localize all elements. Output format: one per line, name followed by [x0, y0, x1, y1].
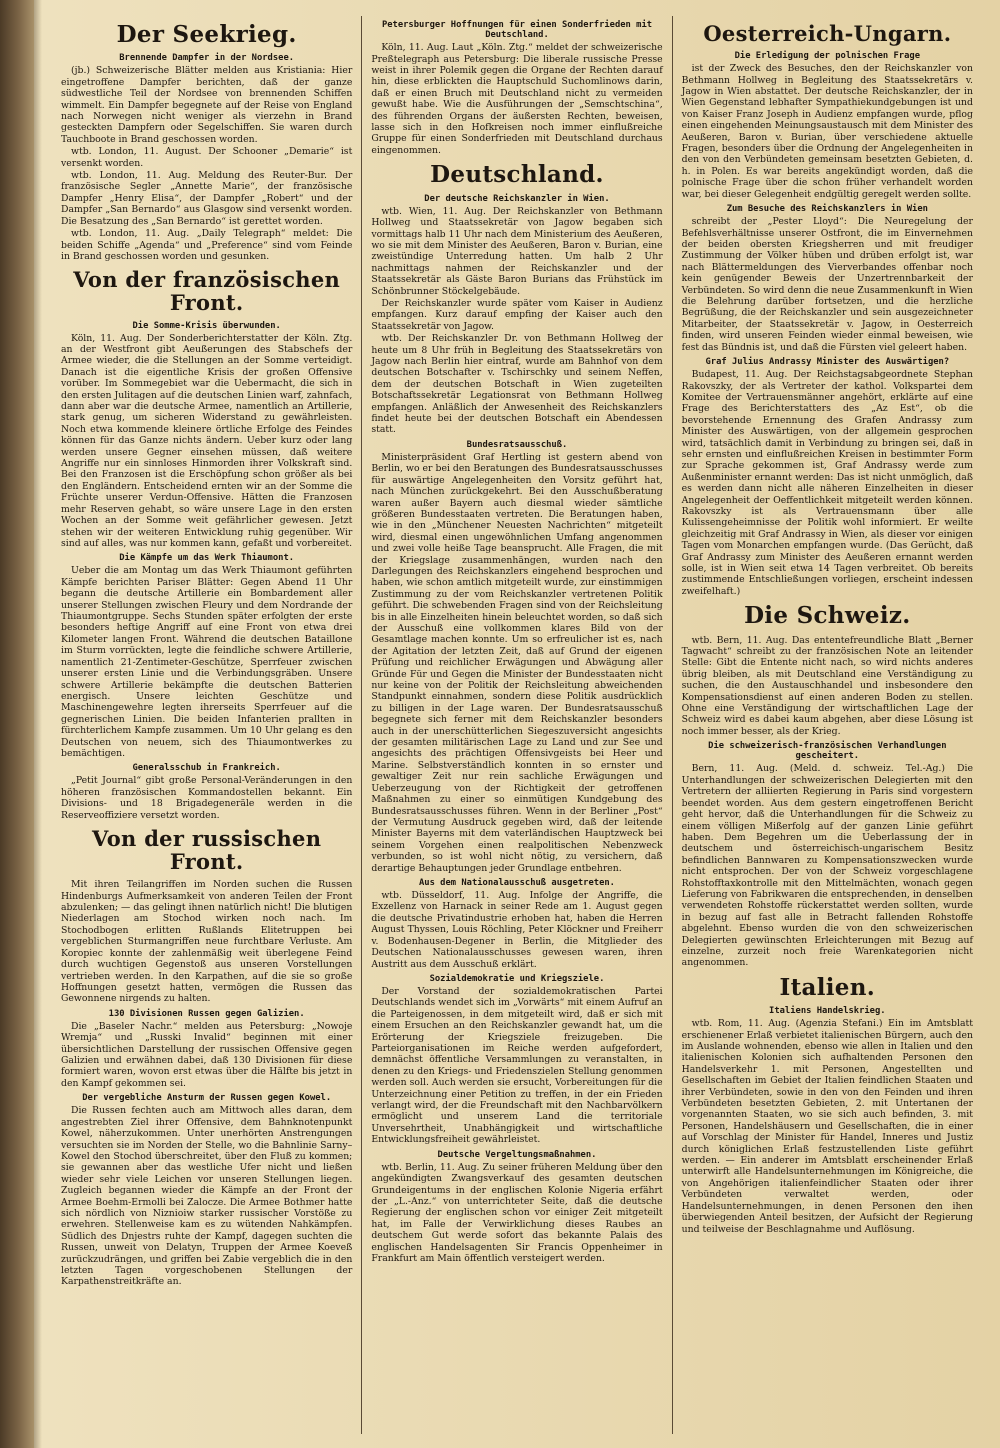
- article-paragraph: wtb. Düsseldorf, 11. Aug. Infolge der Angriffe, die Exzellenz von Harnack in seiner Rede am 1. August gegen die deutsche Privatindustrie erhoben hat, haben die Herren August Thyssen, Louis Röchling, Peter Klöckner und Freiherr v. Bodenhausen-Degener in Berlin, die Mitglieder des Deutschen Nationalausschusses gewesen waren, ihren Austritt aus dem Ausschuß erklärt.: [371, 890, 663, 970]
- section-heading: Italien.: [779, 973, 876, 1001]
- article-headline: Bundesratsausschuß.: [466, 439, 568, 450]
- article-section: [371, 20, 662, 156]
- article-paragraph: Köln, 11. Aug. Laut „Köln. Ztg.“ meldet der schweizerische Preßtelegraph aus Petersburg: Die liberale russische Presse weist in ihrer Polemik gegen die Organe der Rechten darauf hin, diese erblickten die Hauptschuld Suchomlinows darin, daß er einen Bruch mit Deutschland nicht zu vermeiden gewußt habe. Wie die Ausführungen der „Semschtschina“, des führenden Organs der äußersten Rechten, beweisen, lasse sich in den Hofkreisen noch immer einflußreiche Gruppe für einen Sonderfrieden mit Deutschland durchaus eingenommen.: [371, 42, 663, 156]
- section-heading: Von der französischen Front.: [73, 267, 341, 316]
- article-paragraph: wtb. Rom, 11. Aug. (Agenzia Stefani.) Ein im Amtsblatt erschienener Erlaß verbietet italienischen Bürgern, auch den im Auslande wohnenden, ebenso wie allen in Italien und den italienischen Kolonien sich aufhaltenden Personen den Handelsverkehr 1. mit Personen, Angestellten und Gesellschaften im Gebiet der Italien feindlichen Staaten und ihrer Verbündeten, sowie in den von den Feinden und ihren Verbündeten besetzten Gebieten, 2. mit Untertanen der vorgenannten Staaten, wo sie sich auch befinden, 3. mit Personen, Handelshäusern und Gesellschaften, die in einer auf Vorschlag der Minister für Handel, Inneres und Justiz durch königlichen Erlaß festzustellenden Liste geführt werden. — Ein anderer im Amtsblatt erscheinender Erlaß unterwirft alle Handelsunternehmungen im Königreiche, die von Angehörigen italienfeindlicher Staaten oder ihrer Verbündeten verwaltet werden, oder Handelsunternehmungen, in denen Personen den ihen überwiegenden Anteil besitzen, der Aufsicht der Regierung und teilweise der Beschlagnahme und Auflösung.: [681, 1018, 973, 1235]
- article-headline: Deutsche Vergeltungsmaßnahmen.: [437, 1149, 597, 1160]
- article-paragraph: wtb. London, 11. Aug. „Daily Telegraph“ meldet: Die beiden Schiffe „Agenda“ und „Preference“ sind vom Feinde in Brand geschossen worden und gesunken.: [61, 228, 353, 262]
- article-section: [682, 603, 973, 737]
- article-paragraph: wtb. Der Reichskanzler Dr. von Bethmann Hollweg der heute um 8 Uhr früh in Begleitung des Staatssekretärs von Jagow nach Berlin hier eintraf, wurde am Bahnhof von dem deutschen Botschafter v. Tschirschky und seinem Neffen, dem der deutschen Botschaft in Wien zugeteilten Botschaftssekretär Legationsrat von Bethmann Hollweg empfangen. Anläßlich der Anwesenheit des Reichskanzlers findet heute bei der deutschen Botschaft ein Abendessen statt.: [371, 333, 663, 436]
- section-heading: Der Seekrieg.: [116, 21, 297, 48]
- section-heading: Die Schweiz.: [744, 602, 911, 630]
- article-paragraph: ist der Zweck des Besuches, den der Reichskanzler von Bethmann Hollweg in Begleitung des Staatssekretärs v. Jagow in Wien abstattet. Der deutsche Reichskanzler, der in Wien Gegenstand lebhafter Sympathiekundgebungen ist und von Kaiser Franz Joseph in Audienz empfangen wurde, pflog einen eingehenden Meinungsaustausch mit dem Minister des Aeußeren, Baron v. Burian, über verschiedene aktuelle Fragen, besonders über die Ordnung der Angelegenheiten in den von den Verbündeten gemeinsam besetzten Gebieten, d. h. in Polen. Es war bereits angekündigt worden, daß die polnische Frage über die schon früher verhandelt worden war, bei dieser Gelegenheit endgültig geregelt werden sollte.: [681, 63, 973, 200]
- article-paragraph: Mit ihren Teilangriffen im Norden suchen die Russen Hindenburgs Aufmerksamkeit von anderen Teilen der Front abzulenken; — das gelingt ihnen natürlich nicht! Die blutigen Niederlagen am Stochod wirken noch nach. Im Stochodbogen erlitten Rußlands Elitetruppen bei vergeblichen Sturmangriffen neue furchtbare Verluste. Am Koropiec konnte der zahlenmäßig weit überlegene Feind durch wuchtigen Gegenstoß aus unseren Vorstellungen vertrieben werden. In den Karpathen, auf die sie so große Hoffnungen gesetzt hatten, vermögen die Russen das Gewonnene nirgends zu halten.: [61, 879, 353, 1005]
- article-paragraph: schreibt der „Pester Lloyd“: Die Neuregelung der Befehlsverhältnisse unserer Ostfront, die im Einvernehmen der beiden obersten Kriegsherren und mit freudiger Zustimmung der Völker hüben und drüben erfolgt ist, war nach Blättermeldungen des Vierverbandes offenbar noch kein genügender Beweis der Unzertrennbarkeit der Verbündeten. So wird denn die neue Zusammenkunft in Wien die Belehrung darüber fortsetzen, und die herzliche Begrüßung, die der Reichskanzler und sein ausgezeichneter Mitarbeiter, der Staatssekretär v. Jagow, in Oesterreich finden, wird unseren Feinden wieder einmal beweisen, wie fest das Bündnis ist, und daß die Fürsten viel geleert haben.: [681, 216, 973, 353]
- article-section: [371, 162, 662, 436]
- article-section: [371, 878, 662, 970]
- article-section: [61, 268, 352, 549]
- article-paragraph: wtb. London, 11. August. Der Schooner „Demarie“ ist versenkt worden.: [61, 146, 353, 169]
- section-heading: Von der russischen Front.: [92, 826, 322, 875]
- article-section: [682, 22, 973, 200]
- article-headline: Die Kämpfe um das Werk Thiaumont.: [119, 553, 295, 564]
- column-left: [52, 16, 361, 1434]
- article-paragraph: Die „Baseler Nachr.“ melden aus Petersburg: „Nowoje Wremja“ und „Russki Invalid“ beginnen mit einer übersichtlichen Darstellung der russischen Offensive gegen Galizien und erwähnen dabei, daß 130 Divisionen für diese formiert waren, wovon erst etwas über die Hälfte bis jetzt in den Kampf gekommen sei.: [61, 1020, 353, 1089]
- article-headline: Sozialdemokratie und Kriegsziele.: [429, 973, 605, 984]
- article-section: [682, 741, 973, 969]
- article-headline: Zum Besuche des Reichskanzlers in Wien: [726, 204, 928, 215]
- article-headline: Der vergebliche Ansturm der Russen gegen Kowel.: [82, 1093, 332, 1104]
- article-paragraph: Ministerpräsident Graf Hertling ist gestern abend von Berlin, wo er bei den Beratungen des Bundesratsausschusses für auswärtige Angelegenheiten den Vorsitz geführt hat, nach München zurückgekehrt. Bei den Ausschußberatung waren außer Bayern auch diesmal wieder sämtliche größeren Bundesstaaten vertreten. Die Beratungen haben, wie in den „Münchener Neuesten Nachrichten“ mitgeteilt wird, diesmal einen ungewöhnlichen Umfang angenommen und zwei volle heiße Tage beansprucht. Alle Fragen, die mit der Kriegslage zusammenhängen, wurden nach den Darlegungen des Reichskanzlers eingehend besprochen und haben, wie schon amtlich mitgeteilt wurde, zur einstimmigen Zustimmung zu der vom Reichskanzler vertretenen Politik geführt. Die schwebenden Fragen sind von der Reichsleitung bis in alle Einzelheiten hinein beleuchtet worden, so daß sich der Ausschuß eine vollkommen klares Bild von der Gesamtlage machen konnte. Um so erfreulicher ist es, nach der Agitation der letzten Zeit, daß auf Grund der eigenen Prüfung und reichlicher Erwägungen und Abwägung aller Gründe Für und Gegen die Minister der Bundesstaaten nicht nur keine von der Politik der Reichsleitung abweichenden Standpunkt einnahmen, sondern diese Politik ausdrücklich zu billigen in der Lage waren. Der Bundesratsausschuß begegnete sich ferner mit dem Reichskanzler besonders auch in der unerschütterlichen Siegeszuversicht angesichts der gesamten militärischen Lage zu Land und zur See und angesichts des prächtigen Offensivgeists bei Heer und Marine. Selbstverständlich konnten in so ernster und gewaltiger Zeit nur rein sachliche Erwägungen und Ueberzeugung von der Richtigkeit der getroffenen Maßnahmen zu einer so einmütigen Kundgebung des Bundesratsausschusses führen. Wenn in der Berliner „Post“ der Vermutung Ausdruck gegeben wird, daß der leitende Minister Bayerns mit dem vaterländischen Hauptzweck bei seinem Vorgehen einen realpolitischen Nebenzweck verbunden, so ist wohl nicht nötig, zu versichern, daß derartige Behauptungen jeder Grundlage entbehren.: [371, 451, 663, 874]
- article-paragraph: Köln, 11. Aug. Der Sonderberichterstatter der Köln. Ztg. an der Westfront gibt Aeußerungen des Stabschefs der Armee wieder, die die Stellungen an der Somme verteidigt. Danach ist die eigentliche Krisis der großen Offensive vorüber. Im Sommegebiet war die Uebermacht, die sich in den ersten Julitagen auf die deutschen Linien warf, zahnfach, dann aber war die deutsche Armee, namentlich an Artillerie, stark genug, um sicheren Widerstand zu gewährleisten. Noch etwa kommende kleinere örtliche Erfolge des Feindes können für das Ganze nichts ändern. Ueber kurz oder lang werden unsere Gegner einsehen müssen, daß weitere Angriffe nur ein sinnloses Hinmorden ihrer Volkskraft sind. Bei den Franzosen ist die Erschöpfung schon größer als bei den Engländern. Entscheidend ernten wir an der Somme die Früchte unserer Verdun-Offensive. Hätten die Franzosen mehr Reserven gehabt, so wäre unsere Lage in den ersten Wochen an der Somme weit gefährlicher gewesen. Jetzt stehen wir der weiteren Entwicklung ruhig gegenüber. Wir sind auf alles, was nur kommen kann, gefaßt und vorbereitet.: [61, 332, 353, 549]
- article-section: [61, 1009, 352, 1090]
- article-paragraph: wtb. London, 11. Aug. Meldung des Reuter-Bur. Der französische Segler „Annette Marie“, der französische Dampfer „Henry Elisa“, der Dampfer „Robert“ und der Dampfer „San Bernardo“ aus Glasgow sind versenkt worden. Die Besatzung des „San Bernardo“ ist gerettet worden.: [61, 170, 353, 227]
- article-section: [61, 553, 352, 759]
- article-section: [61, 827, 352, 1005]
- article-headline: Die schweizerisch-französischen Verhandlungen gescheitert.: [708, 741, 947, 762]
- article-headline: Brennende Dampfer in der Nordsee.: [119, 53, 295, 64]
- section-heading: Deutschland.: [430, 161, 604, 189]
- article-paragraph: (jb.) Schweizerische Blätter melden aus Kristiania: Hier eingetroffene Dampfer berichten, daß der ganze südwestliche Teil der Nordsee von brennenden Schiffen wimmelt. Ein Dampfer begegnete auf der Reise von England nach Norwegen nicht weniger als vierzehn in Brand gesteckten Dampfern oder Segelschiffen. Sie waren durch Tauchboote in Brand geschossen worden.: [61, 65, 353, 145]
- article-paragraph: Der Reichskanzler wurde später vom Kaiser in Audienz empfangen. Kurz darauf empfing der Kaiser auch den Staatssekretär von Jagow.: [371, 297, 663, 332]
- article-section: [371, 1150, 662, 1265]
- article-section: [682, 357, 973, 597]
- column-container: [52, 16, 982, 1434]
- article-section: [61, 1093, 352, 1288]
- article-section: [682, 204, 973, 353]
- article-paragraph: wtb. Berlin, 11. Aug. Zu seiner früheren Meldung über den angekündigten Zwangsverkauf des gesamten deutschen Grundeigentums in der englischen Kolonie Nigeria erfährt der „L.-Anz.“ von unterrichteter Seite, daß die deutsche Regierung der englischen schon vor einiger Zeit mitgeteilt hat, im Falle der Verwirklichung dieses Raubes an deutschem Gut werde sofort das bekannte Palais des englischen Handelsagenten Sir Francis Oppenheimer in Frankfurt am Main öffentlich versteigert werden.: [371, 1161, 663, 1265]
- article-paragraph: Budapest, 11. Aug. Der Reichstagsabgeordnete Stephan Rakovszky, der als Vertreter der kathol. Volkspartei dem Komitee der Vertrauensmänner angehört, erklärte auf eine Frage des Berichterstatters des „Az Est“, ob die bevorstehende Ernennung des Grafen Andrassy zum Minister des Auswärtigen, von der allgemein gesprochen wird, tatsächlich damit in Verbindung zu bringen sei, daß in sehr ernsten und einflußreichen Kreisen in bestimmter Form zur Sprache gekommen ist, Graf Andrassy werde zum Außenminister ernannt werden: Das ist nicht unmöglich, daß es werden dann nicht alle näheren Einzelheiten in dieser Angelegenheit der Oeffentlichkeit mitgeteilt werden können. Rakovszky ist als Vertrauensmann über alle Kulissengeheimnisse der Politik wohl informiert. Er weilte gleichzeitig mit Graf Andrassy in Wien, als dieser vor einigen Tagen vom Monarchen empfangen wurde. (Das Gerücht, daß Graf Andrassy zum Minister des Aeußeren ernannt werden solle, ist in Wien seit etwa 14 Tagen verbreitet. Ob bereits zustimmende Entschließungen vorliegen, erscheint indessen zweifelhaft.): [681, 369, 973, 597]
- article-section: [371, 440, 662, 874]
- binding-shadow: [34, 0, 42, 1448]
- article-paragraph: Ueber die am Montag um das Werk Thiaumont geführten Kämpfe berichten Pariser Blätter: Gegen Abend 11 Uhr begann die deutsche Artillerie ein Bombardement aller unserer Stellungen zwischen Fleury und dem Nordrande der Thiaumontgruppe. Sechs Stunden später erfolgten der erste besonders heftige Angriff auf eine Front von etwa drei Kilometer langen Front. Während die deutschen Bataillone im Sturm vorrückten, legte die feindliche schwere Artillerie, namentlich 21-Zentimeter-Geschütze, Sperrfeuer zwischen unserer ersten Linie und die Verbindungsgräben. Unsere schwere Artillerie bekämpfte die deutschen Batterien energisch. Unsere leichten Geschütze und Maschinengewehre legten ihrerseits Sperrfeuer auf die gegnerischen Linien. Die beiden Infanterien prallten in fürchterlichem Kampfe zusammen. Um 10 Uhr gelang es den Deutschen von neuem, sich des Thiaumontwerkes zu bemächtigen.: [61, 565, 353, 759]
- article-headline: Der deutsche Reichskanzler in Wien.: [424, 193, 610, 204]
- article-headline: Aus dem Nationalausschuß ausgetreten.: [419, 877, 615, 888]
- article-paragraph: Der Vorstand der sozialdemokratischen Partei Deutschlands wendet sich im „Vorwärts“ mit einem Aufruf an die Parteigenossen, in dem mitgeteilt wird, daß er sich mit einem Ersuchen an den Reichskanzler gewandt hat, um die Erörterung der Kriegsziele freizugeben. Die Parteiorganisationen im Reiche werden aufgefordert, demnächst öffentliche Versammlungen zu veranstalten, in denen zu den Kriegs- und Friedenszielen Stellung genommen werden soll. Auch werden sie ersucht, Vorbereitungen für die Unterzeichnung einer Petition zu treffen, in der ein Frieden verlangt wird, der die Freundschaft mit den Nachbarvölkern ermöglicht und unserem Land die territoriale Unversehrtheit, Unabhängigkeit und wirtschaftliche Entwicklungsfreiheit gewährleistet.: [371, 986, 663, 1146]
- article-paragraph: „Petit Journal“ gibt große Personal-Veränderungen in den höheren französischen Kommandostellen bekannt. Ein Divisions- und 18 Brigadegeneräle werden in die Reserveoffiziere versetzt worden.: [61, 775, 353, 821]
- article-paragraph: Bern, 11. Aug. (Meld. d. schweiz. Tel.-Ag.) Die Unterhandlungen der schweizerischen Delegierten mit den Vertretern der alliierten Regierung in Paris sind vorgestern beendet worden. Aus dem gestern eingetroffenen Bericht geht hervor, daß die Unterhandlungen für die Schweiz zu einem völligen Mißerfolg auf der ganzen Linie geführt haben. Dem Begehren um die Ueberlassung der in deutschem und österreichisch-ungarischem Besitz befindlichen Bannwaren zu Kompensationszwecken wurde nicht entsprochen. Der von der Schweiz vorgeschlagene Rohstofftaxkontrolle mit den Mittelmächten, wonach gegen Lieferung von Fabrikwaren die entsprechenden, in denselben verwendeten Rohstoffe rückerstattet werden sollten, wurde in bezug auf fast alle in Betracht fallenden Rohstoffe abgelehnt. Ebenso wurden die von den schweizerischen Delegierten gewünschten Erleichterungen mit Bezug auf einzelne, zurzeit noch freie Warenkategorien nicht angenommen.: [681, 763, 973, 969]
- book-binding: [0, 0, 34, 1448]
- column-middle: [361, 16, 671, 1434]
- article-headline: Die Somme-Krisis überwunden.: [132, 320, 281, 331]
- article-paragraph: wtb. Bern, 11. Aug. Das ententefreundliche Blatt „Berner Tagwacht“ schreibt zu der französischen Note an leitender Stelle: Gibt die Entente nicht nach, so wird nichts anderes übrig bleiben, als mit Deutschland eine Verständigung zu suchen, die den Austauschhandel und insbesondere den Kompensationsdienst auf einen anderen Boden zu stellen. Ohne eine Verständigung der wirtschaftlichen Lage der Schweiz wird es dabei kaum abgehen, aber diese Lösung ist noch immer besser, als der Krieg.: [681, 634, 973, 737]
- article-section: [61, 22, 352, 262]
- article-headline: 130 Divisionen Russen gegen Galizien.: [108, 1008, 305, 1019]
- column-right: [672, 16, 982, 1434]
- article-headline: Petersburger Hoffnungen für einen Sonderfrieden mit Deutschland.: [381, 20, 653, 41]
- article-paragraph: wtb. Wien, 11. Aug. Der Reichskanzler von Bethmann Hollweg und Staatssekretär von Jagow begaben sich vormittags halb 11 Uhr nach dem Ministerium des Aeußeren, wo sie mit dem Minister des Aeußeren, Baron v. Burian, eine zweistündige Unterredung hatten. Um halb 2 Uhr nachmittags nahmen der Reichskanzler und der Staatssekretär als Gäste Baron Burians das Frühstück im Schönbrunner Stöckelgebäude.: [371, 205, 663, 297]
- section-heading: Oesterreich-Ungarn.: [703, 21, 952, 46]
- article-paragraph: Die Russen fechten auch am Mittwoch alles daran, dem angestrebten Ziel ihrer Offensive, dem Bahnknotenpunkt Kowel, näherzukommen. Unter unerhörten Anstrengungen versuchten sie im Norden der Stelle, wo die Bahnlinie Sarny–Kowel den Stochod überschreitet, über den Fluß zu kommen; sie gewannen aber das westliche Ufer nicht und ließen wieder sehr viele Leichen vor unseren Stellungen liegen. Zugleich begannen wieder die Kämpfe an der Front der Armee Boehm-Ermolli bei Zalocze. Die Armee Bothmer hatte sich nördlich von Niznioiw starker russischer Vorstöße zu erwehren. Stellenweise kam es zu wütenden Nahkämpfen. Südlich des Dnjestrs ruhte der Kampf, dagegen suchten die Russen, unweit von Delatyn, Truppen der Armee Koeveß zurückzudrängen, und griffen bei Zabie vergeblich die in den letzten Tagen vorgeschobenen Stellungen der Karpathenstreitkräfte an.: [61, 1105, 353, 1288]
- article-headline: Graf Julius Andrassy Minister des Auswärtigen?: [705, 357, 950, 368]
- article-headline: Italiens Handelskrieg.: [769, 1006, 886, 1017]
- article-section: [61, 763, 352, 821]
- article-headline: Generalsschub in Frankreich.: [132, 763, 281, 774]
- article-section: [371, 974, 662, 1146]
- article-headline: Die Erledigung der polnischen Frage: [734, 51, 920, 62]
- article-section: [682, 975, 973, 1235]
